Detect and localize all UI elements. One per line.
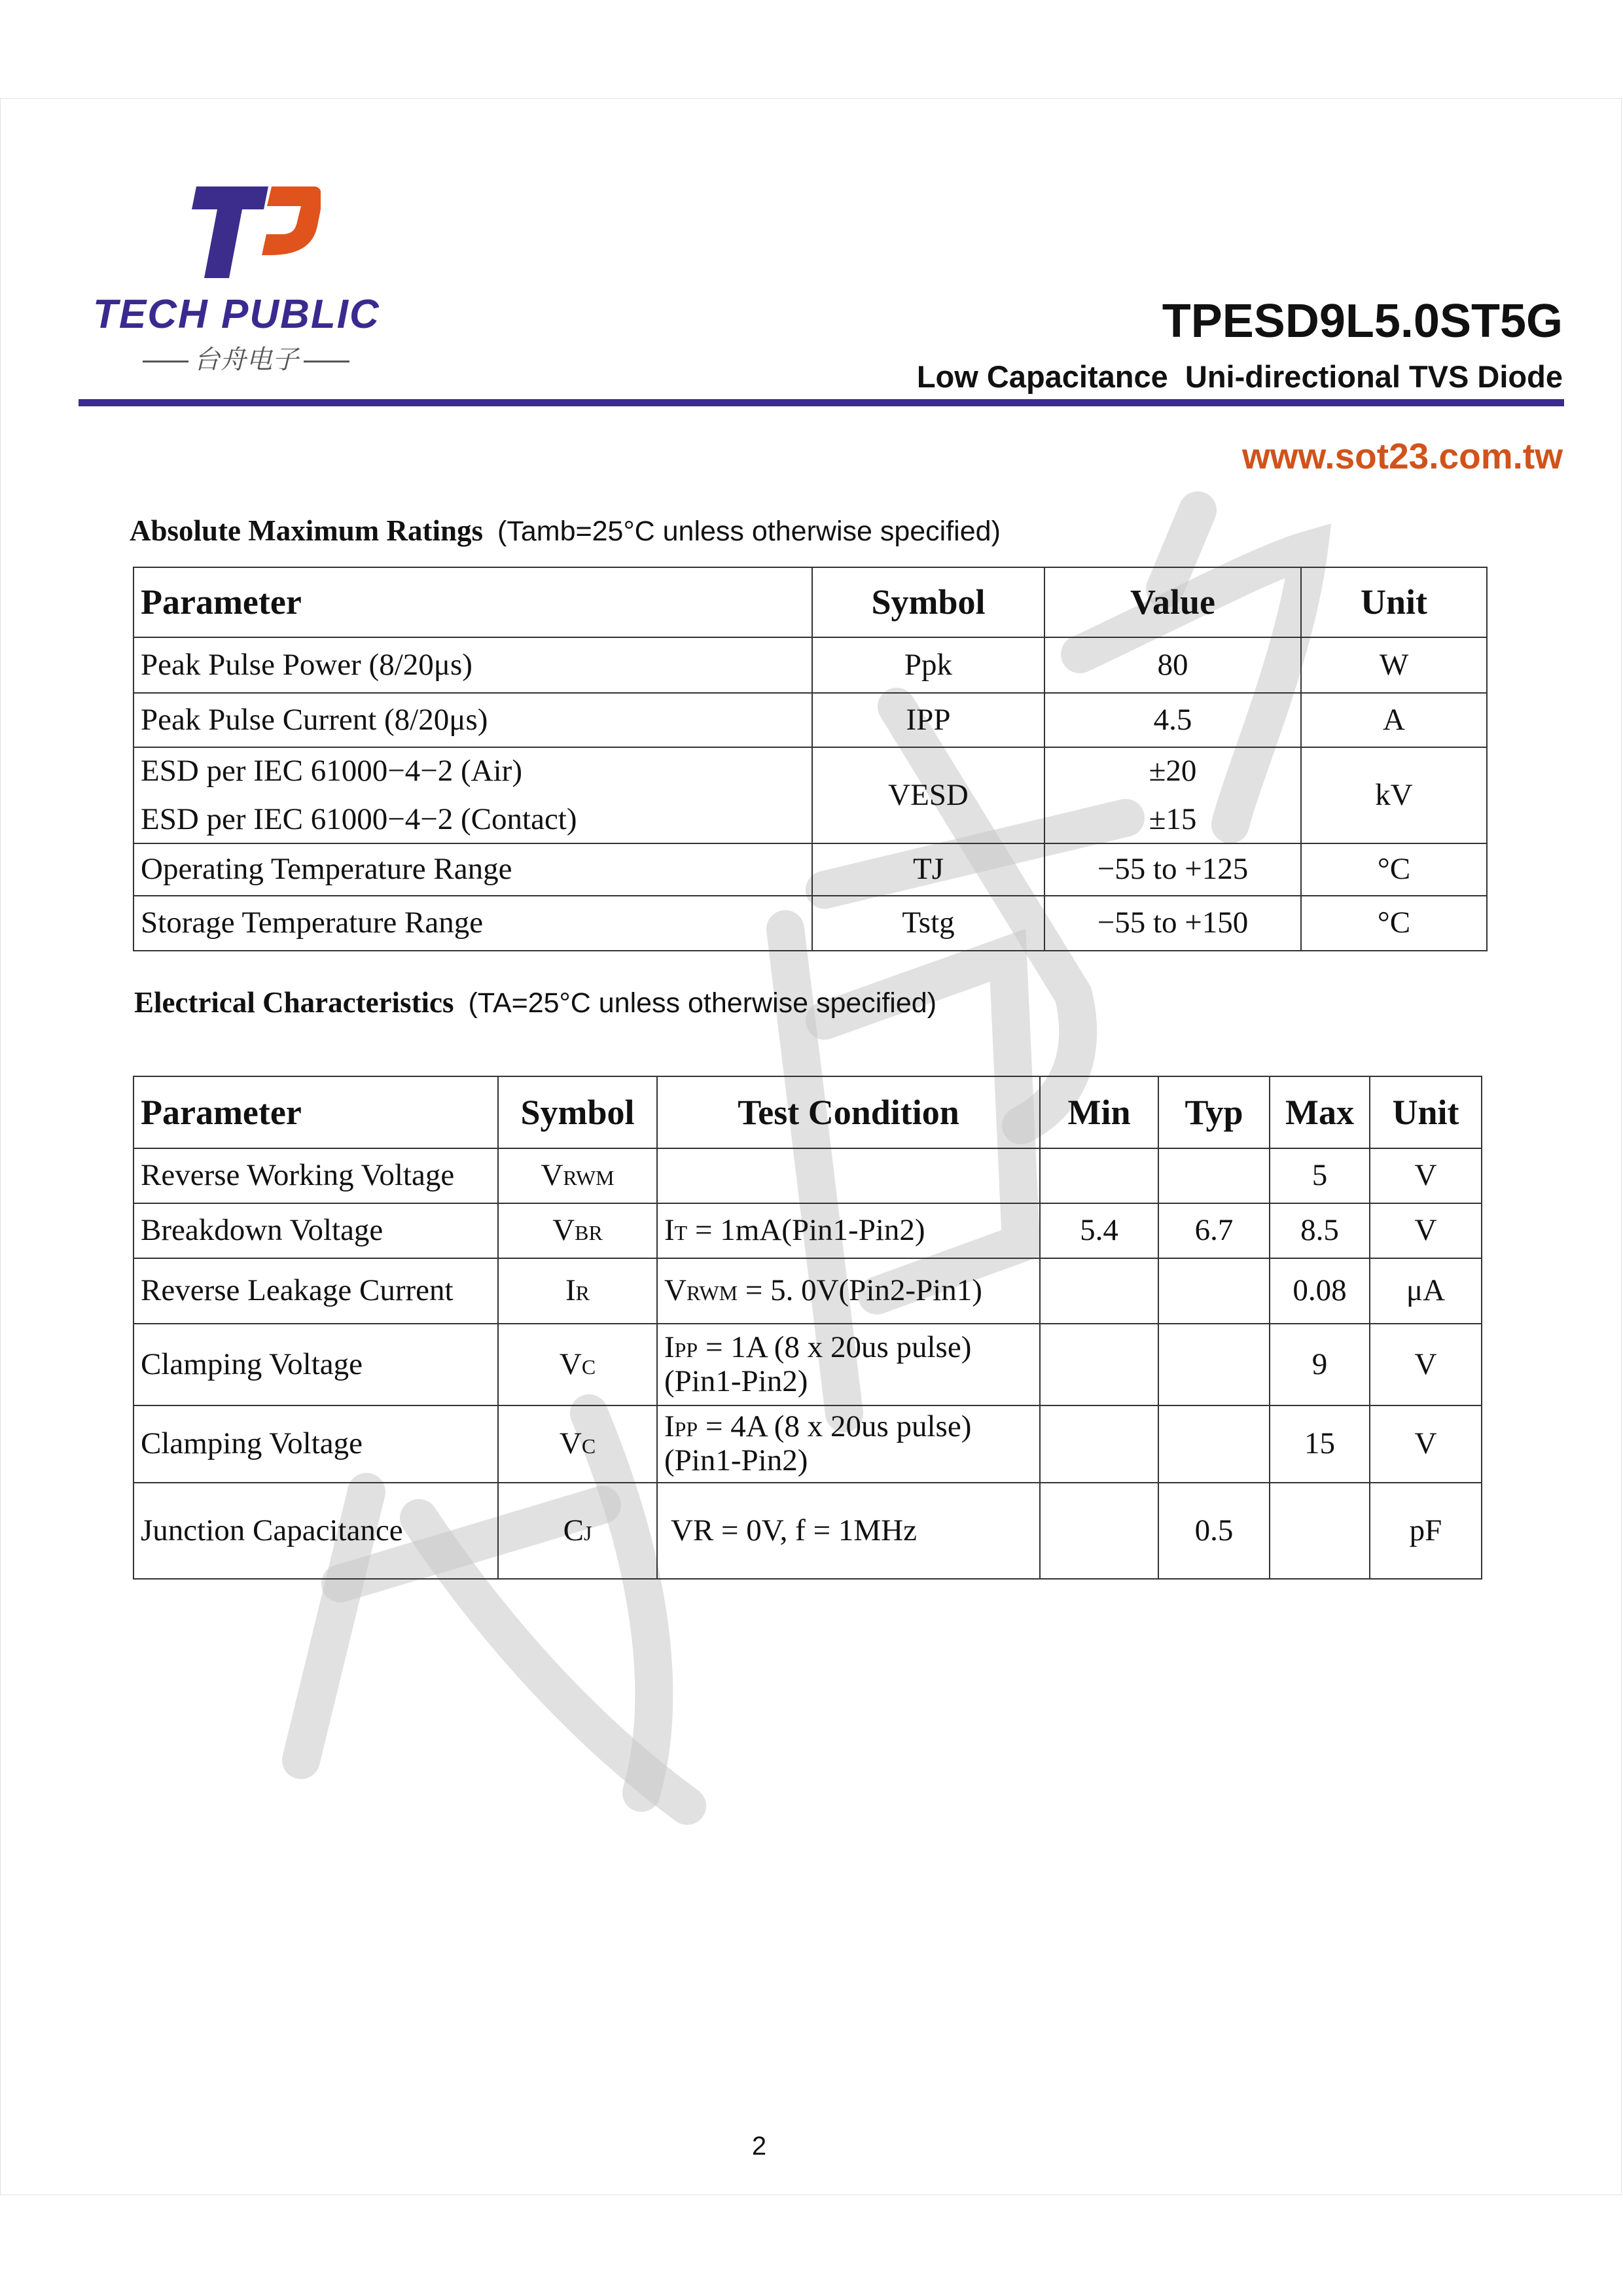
header-parameter: Parameter: [134, 1076, 498, 1148]
cell-symbol: VESD: [812, 747, 1044, 843]
table-row: [134, 843, 1487, 896]
cell-typ: [1158, 1324, 1270, 1405]
elec-title: Electrical Characteristics: [134, 986, 454, 1019]
brand-chinese-name: 台舟电子: [137, 339, 355, 376]
cell-condition: VR = 0V, f = 1MHz: [657, 1483, 1040, 1579]
header-symbol: Symbol: [812, 567, 1044, 637]
cell-condition: VRWM = 5. 0V(Pin2-Pin1): [657, 1258, 1040, 1324]
table-header-row: [134, 1076, 1482, 1148]
table-row: [134, 1405, 1482, 1483]
cell-parameter: Operating Temperature Range: [134, 843, 812, 896]
cell-value: −55 to +150: [1044, 896, 1301, 951]
website-link[interactable]: www.sot23.com.tw: [1241, 436, 1563, 476]
part-number: TPESD9L5.0ST5G: [1162, 295, 1563, 347]
cell-typ: [1158, 1258, 1270, 1324]
abs-max-title: Absolute Maximum Ratings: [130, 514, 484, 547]
elec-note: (TA=25°C unless otherwise specified): [468, 987, 937, 1019]
cell-parameter: Peak Pulse Power (8/20μs): [134, 637, 812, 693]
elec-table: [133, 1076, 1482, 1580]
cell-unit: °C: [1301, 896, 1487, 951]
tp-logo-icon: [190, 183, 321, 281]
company-logo: [92, 183, 380, 380]
table-row: [134, 896, 1487, 951]
cell-unit: kV: [1301, 747, 1487, 843]
cell-symbol: IR: [498, 1258, 657, 1324]
cell-parameter: Reverse Working Voltage: [134, 1148, 498, 1203]
cell-typ: [1158, 1148, 1270, 1203]
table-row: [134, 693, 1487, 747]
cell-value: 4.5: [1044, 693, 1301, 747]
table-row: [134, 1483, 1482, 1579]
cell-symbol: VBR: [498, 1203, 657, 1258]
abs-max-table: [133, 567, 1488, 951]
cell-symbol: VRWM: [498, 1148, 657, 1203]
page-number: 2: [751, 2132, 767, 2161]
cell-symbol: Tstg: [812, 896, 1044, 951]
cell-unit: V: [1370, 1203, 1482, 1258]
cell-min: [1040, 1324, 1158, 1405]
header-rule: [79, 399, 1564, 406]
cell-min: 5.4: [1040, 1203, 1158, 1258]
cell-max: 5: [1270, 1148, 1370, 1203]
table-header-row: [134, 567, 1487, 637]
cell-unit: V: [1370, 1324, 1482, 1405]
cell-symbol: TJ: [812, 843, 1044, 896]
cell-max: 15: [1270, 1405, 1370, 1483]
table-row: [134, 747, 1487, 843]
header-value: Value: [1044, 567, 1301, 637]
cell-parameter: Junction Capacitance: [134, 1483, 498, 1579]
cell-min: [1040, 1483, 1158, 1579]
cell-parameter: Peak Pulse Current (8/20μs): [134, 693, 812, 747]
table-row: [134, 1203, 1482, 1258]
cell-value: −55 to +125: [1044, 843, 1301, 896]
header-unit: Unit: [1370, 1076, 1482, 1148]
cell-min: [1040, 1258, 1158, 1324]
elec-title-line: [134, 985, 936, 1019]
header-test-condition: Test Condition: [657, 1076, 1040, 1148]
cell-parameter: Clamping Voltage: [134, 1405, 498, 1483]
cell-unit: V: [1370, 1405, 1482, 1483]
cell-symbol: CJ: [498, 1483, 657, 1579]
cell-max: 9: [1270, 1324, 1370, 1405]
product-subtitle: Low Capacitance Uni-directional TVS Diode: [916, 359, 1563, 394]
cell-condition: IPP = 4A (8 x 20us pulse) (Pin1-Pin2): [657, 1405, 1040, 1483]
abs-max-title-line: [130, 514, 1001, 548]
cell-parameter: [134, 747, 812, 843]
cell-parameter: Storage Temperature Range: [134, 896, 812, 951]
cell-unit: A: [1301, 693, 1487, 747]
cell-min: [1040, 1148, 1158, 1203]
abs-max-note: (Tamb=25°C unless otherwise specified): [497, 516, 1001, 547]
cell-parameter-air: ESD per IEC 61000−4−2 (Air): [141, 754, 522, 788]
header-typ: Typ: [1158, 1076, 1270, 1148]
cell-unit: pF: [1370, 1483, 1482, 1579]
cell-unit: V: [1370, 1148, 1482, 1203]
cell-max: 0.08: [1270, 1258, 1370, 1324]
cell-min: [1040, 1405, 1158, 1483]
table-row: [134, 1324, 1482, 1405]
cell-value: [1044, 747, 1301, 843]
cell-parameter-contact: ESD per IEC 61000−4−2 (Contact): [141, 802, 577, 836]
cell-typ: 6.7: [1158, 1203, 1270, 1258]
cell-max: [1270, 1483, 1370, 1579]
cell-symbol: VC: [498, 1324, 657, 1405]
cell-value-contact: ±15: [1149, 802, 1197, 836]
brand-name: TECH PUBLIC: [93, 292, 380, 337]
header-parameter: Parameter: [134, 567, 812, 637]
cell-parameter: Reverse Leakage Current: [134, 1258, 498, 1324]
cell-unit: μA: [1370, 1258, 1482, 1324]
table-row: [134, 637, 1487, 693]
table-row: [134, 1258, 1482, 1324]
header-unit: Unit: [1301, 567, 1487, 637]
cell-typ: [1158, 1405, 1270, 1483]
watermark-text: 台舟电子: [812, 1140, 838, 1147]
header-max: Max: [1270, 1076, 1370, 1148]
cell-symbol: IPP: [812, 693, 1044, 747]
cell-condition: [657, 1148, 1040, 1203]
cell-unit: W: [1301, 637, 1487, 693]
table-row: [134, 1148, 1482, 1203]
header-symbol: Symbol: [498, 1076, 657, 1148]
cell-value-air: ±20: [1149, 754, 1197, 788]
cell-symbol: Ppk: [812, 637, 1044, 693]
cell-typ: 0.5: [1158, 1483, 1270, 1579]
cell-value: 80: [1044, 637, 1301, 693]
cell-symbol: VC: [498, 1405, 657, 1483]
cell-condition: IT = 1mA(Pin1-Pin2): [657, 1203, 1040, 1258]
cell-parameter: Clamping Voltage: [134, 1324, 498, 1405]
header-min: Min: [1040, 1076, 1158, 1148]
cell-max: 8.5: [1270, 1203, 1370, 1258]
cell-parameter: Breakdown Voltage: [134, 1203, 498, 1258]
cell-condition: IPP = 1A (8 x 20us pulse) (Pin1-Pin2): [657, 1324, 1040, 1405]
cell-unit: °C: [1301, 843, 1487, 896]
